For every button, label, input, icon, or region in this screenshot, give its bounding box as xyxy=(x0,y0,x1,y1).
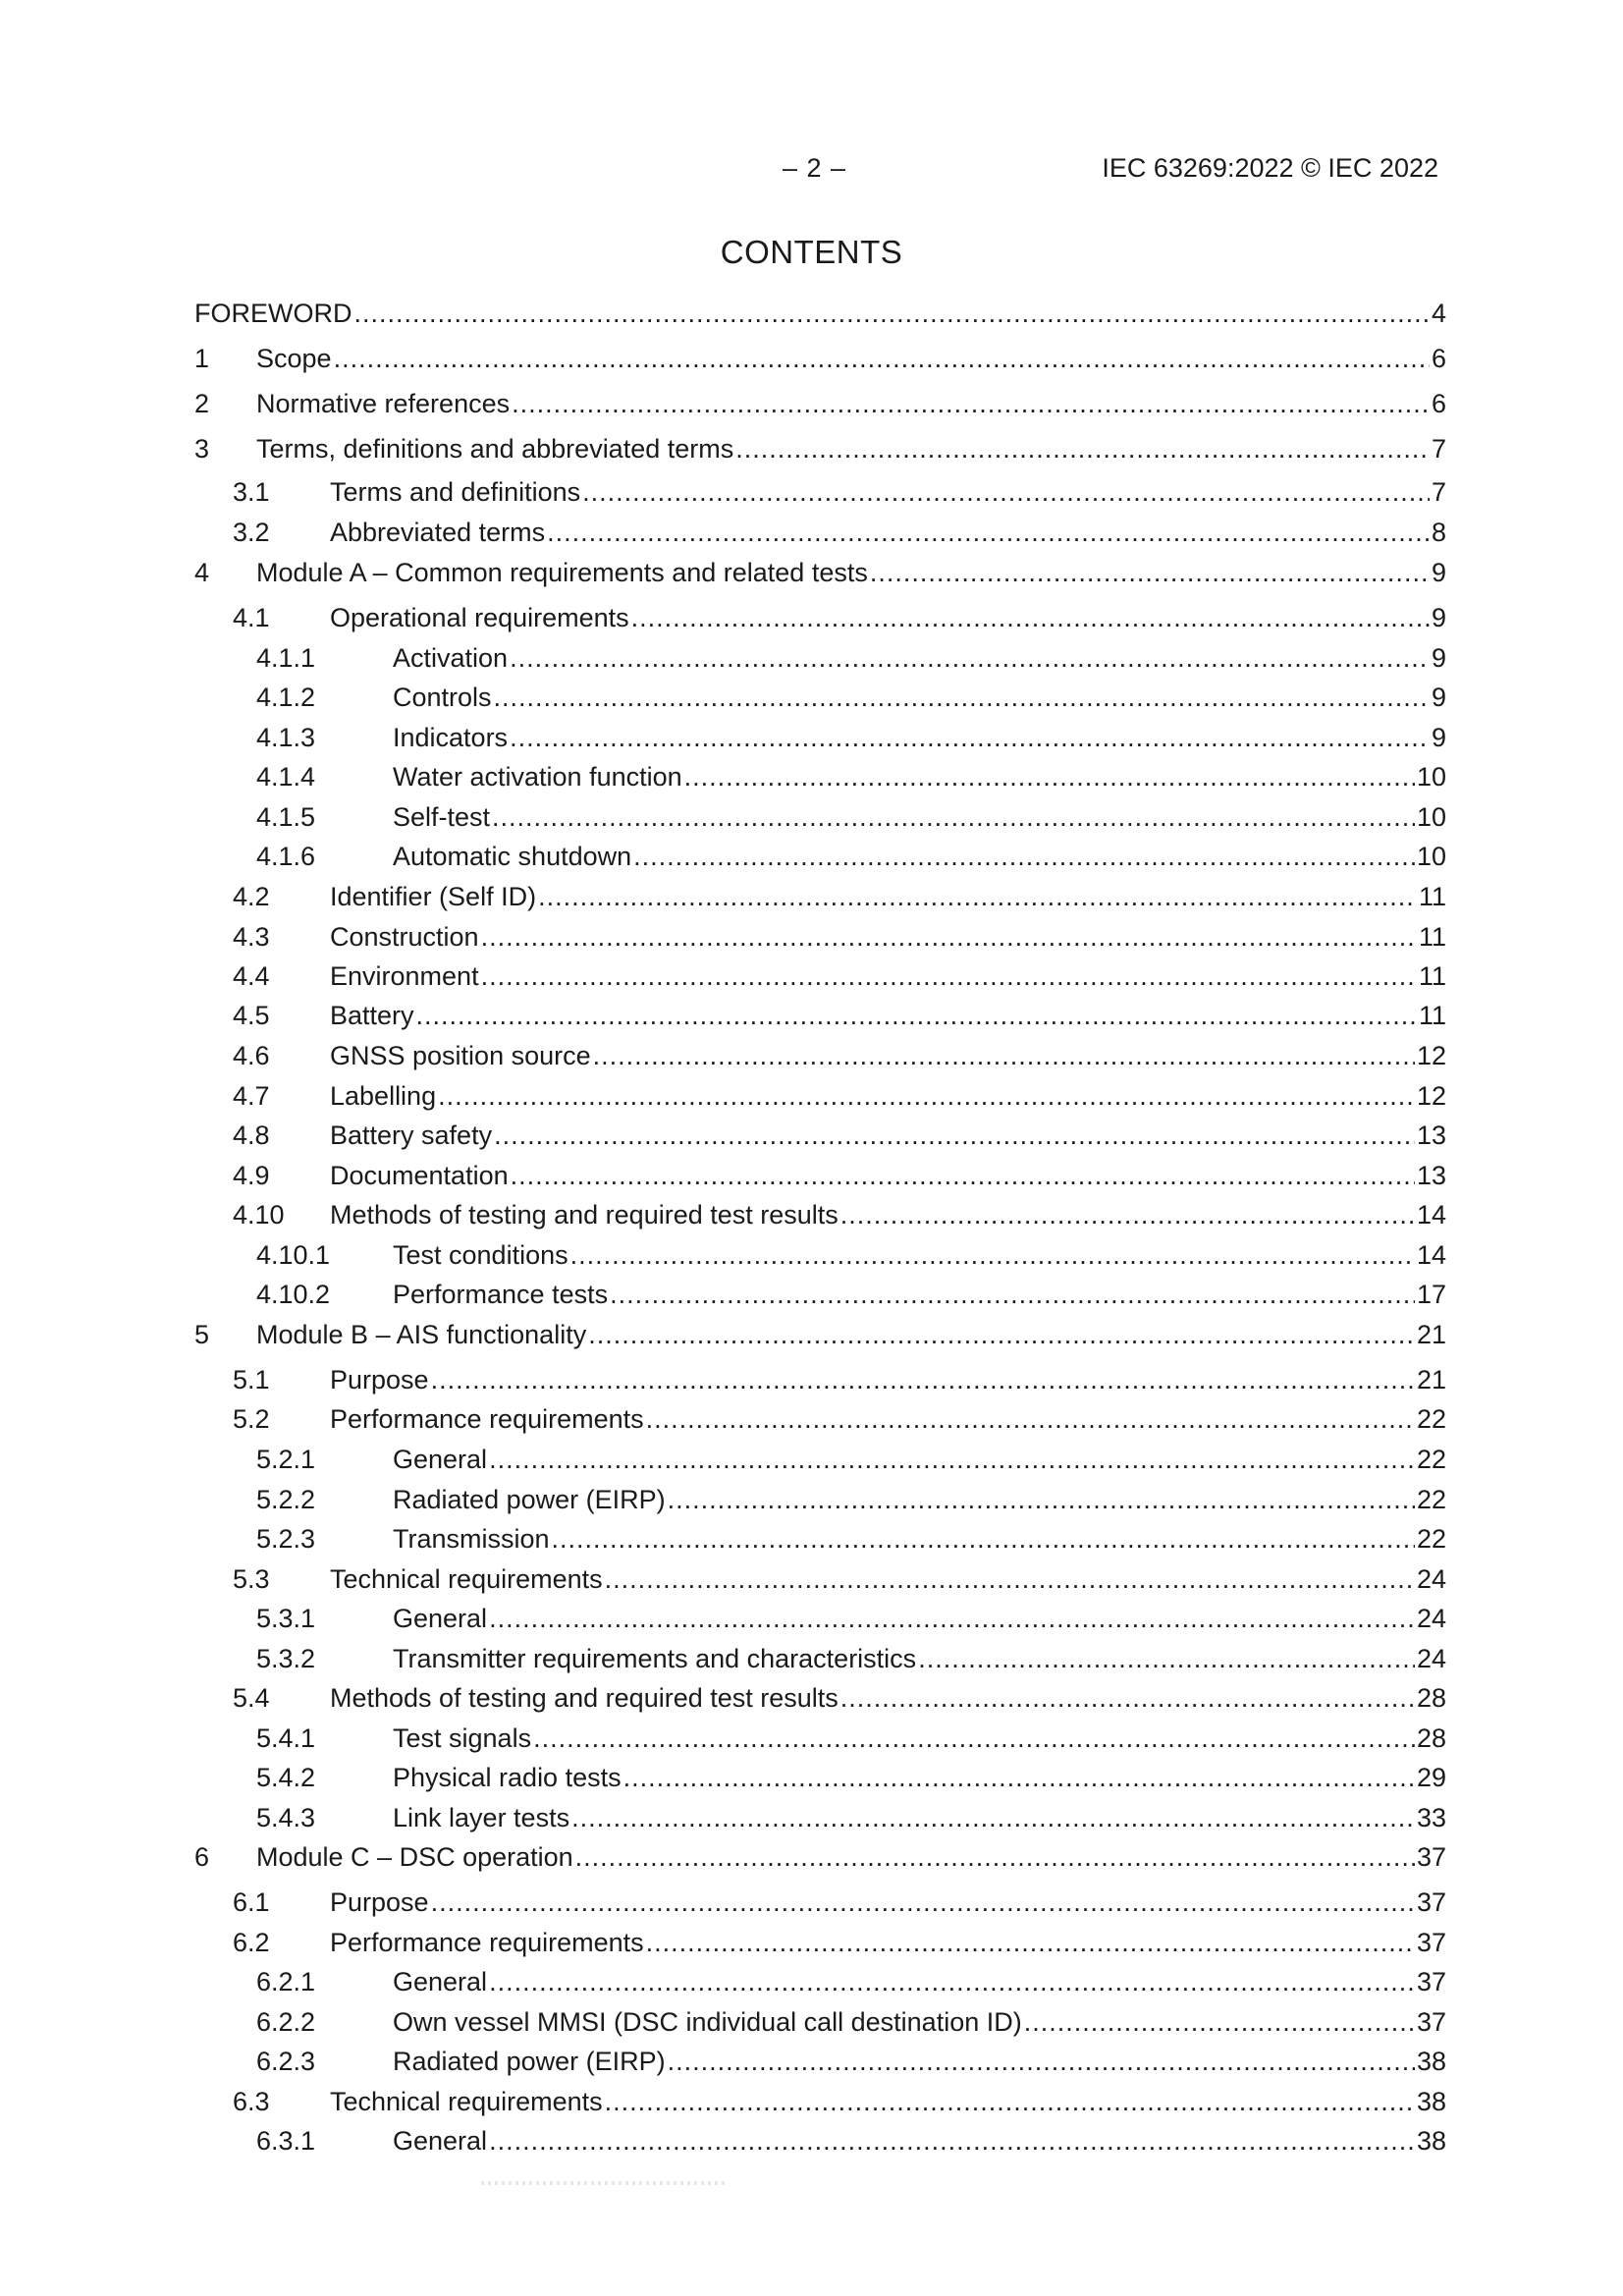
toc-line xyxy=(330,1116,1446,1155)
toc-line xyxy=(330,1923,1446,1962)
toc-section-title: Documentation xyxy=(330,1161,509,1190)
toc-section-title: Self-test xyxy=(393,802,491,832)
toc-entry[interactable] xyxy=(0,1559,1623,1599)
toc-section-number: 5.3.2 xyxy=(256,1644,316,1673)
toc-entry[interactable] xyxy=(0,678,1623,717)
toc-page-number: 29 xyxy=(1416,1763,1446,1792)
toc-page-number: 22 xyxy=(1416,1524,1446,1554)
toc-section-title: Terms and definitions xyxy=(330,477,581,507)
toc-section-number: 4.1.1 xyxy=(256,643,316,673)
toc-page-number: 14 xyxy=(1416,1240,1446,1270)
toc-page-number: 17 xyxy=(1416,1280,1446,1309)
toc-page-number: 37 xyxy=(1416,1928,1446,1957)
toc-section-number: 5.3 xyxy=(233,1564,270,1594)
toc-section-title: Construction xyxy=(330,922,479,952)
toc-section-number: 6.3 xyxy=(233,2087,270,2116)
toc-section-number: 6.2.3 xyxy=(256,2047,316,2076)
toc-line xyxy=(330,1036,1446,1075)
toc-line xyxy=(330,1360,1446,1399)
toc-entry[interactable] xyxy=(0,1480,1623,1519)
toc-page-number: 37 xyxy=(1416,1887,1446,1917)
toc-entry[interactable] xyxy=(0,472,1623,512)
toc-section-number: 5.4.2 xyxy=(256,1763,316,1792)
toc-page-number: 9 xyxy=(1431,603,1446,632)
toc-section-number: 4.1.4 xyxy=(256,762,316,792)
toc-page-number: 28 xyxy=(1416,1683,1446,1713)
toc-entry[interactable] xyxy=(0,757,1623,796)
toc-line xyxy=(330,1399,1446,1439)
toc-page-number: 13 xyxy=(1416,1121,1446,1150)
toc-line xyxy=(393,1440,1446,1479)
toc-page-number: 11 xyxy=(1418,961,1446,991)
toc-entry[interactable] xyxy=(0,797,1623,837)
toc-entry[interactable] xyxy=(0,1235,1623,1275)
toc-leader-dots xyxy=(510,638,1430,678)
toc-section-number: 6.1 xyxy=(233,1887,270,1917)
toc-entry[interactable] xyxy=(0,917,1623,957)
toc-line xyxy=(330,472,1446,512)
toc-leader-dots xyxy=(431,1360,1415,1399)
toc-leader-dots xyxy=(633,837,1415,876)
toc-line xyxy=(330,1559,1446,1599)
toc-leader-dots xyxy=(489,1440,1415,1479)
toc-entry[interactable] xyxy=(0,1116,1623,1155)
toc-section-number: 5.4.3 xyxy=(256,1803,316,1832)
toc-leader-dots xyxy=(571,1798,1415,1837)
toc-section-number: 4.5 xyxy=(233,1001,270,1030)
toc-entry[interactable] xyxy=(0,2121,1623,2160)
toc-entry[interactable] xyxy=(0,1195,1623,1234)
toc-line xyxy=(330,877,1446,916)
toc-section-title: Physical radio tests xyxy=(393,1763,622,1792)
toc-section-number: 5.2 xyxy=(233,1404,270,1434)
toc-entry[interactable] xyxy=(0,837,1623,876)
toc-section-title: Test conditions xyxy=(393,1240,568,1270)
toc-page-number: 11 xyxy=(1418,922,1446,952)
toc-section-title: Identifier (Self ID) xyxy=(330,882,537,911)
toc-page-number: 4 xyxy=(1431,299,1446,328)
toc-leader-dots xyxy=(492,797,1415,837)
toc-section-title: General xyxy=(393,2126,488,2156)
toc-page-number: 38 xyxy=(1416,2126,1446,2156)
toc-section-title: Transmitter requirements and characteristics xyxy=(393,1644,917,1673)
toc-line xyxy=(393,2002,1446,2042)
toc-section-title: Water activation function xyxy=(393,762,682,792)
page-header xyxy=(0,153,1623,192)
toc-leader-dots xyxy=(353,294,1429,333)
toc-entry[interactable] xyxy=(0,1923,1623,1962)
toc-leader-dots xyxy=(646,1399,1415,1439)
toc-page-number: 12 xyxy=(1416,1081,1446,1111)
toc-line xyxy=(393,837,1446,876)
toc-page-number: 14 xyxy=(1416,1200,1446,1230)
toc-section-number: 4.1.6 xyxy=(256,842,316,871)
toc-section-title: Indicators xyxy=(393,723,509,752)
toc-leader-dots xyxy=(538,877,1417,916)
toc-leader-dots xyxy=(668,2042,1415,2081)
toc-line xyxy=(330,1076,1446,1116)
toc-section-number: 3.2 xyxy=(233,518,270,547)
toc-section-number: 4 xyxy=(194,558,210,587)
toc-leader-dots xyxy=(610,1275,1415,1314)
toc-page-number: 33 xyxy=(1416,1803,1446,1832)
toc-entry[interactable] xyxy=(0,1599,1623,1638)
toc-section-number: 6.2 xyxy=(233,1928,270,1957)
toc-leader-dots xyxy=(494,1116,1415,1155)
toc-entry[interactable] xyxy=(0,1883,1623,1922)
toc-section-number: 4.1.2 xyxy=(256,683,316,712)
toc-leader-dots xyxy=(570,1235,1415,1275)
toc-section-number: 6 xyxy=(194,1842,210,1872)
toc-leader-dots xyxy=(684,757,1415,796)
toc-section-number: 5.2.2 xyxy=(256,1485,316,1514)
toc-leader-dots xyxy=(481,917,1417,957)
toc-entry[interactable] xyxy=(0,1076,1623,1116)
toc-section-title: Battery xyxy=(330,1001,414,1030)
toc-entry[interactable] xyxy=(0,1399,1623,1439)
toc-entry[interactable] xyxy=(0,1719,1623,1758)
toc-line xyxy=(330,957,1446,996)
toc-leader-dots xyxy=(870,553,1430,592)
toc-page-number: 7 xyxy=(1431,434,1446,464)
toc-section-title: Module B – AIS functionality xyxy=(256,1320,587,1349)
toc-page-number: 22 xyxy=(1416,1485,1446,1514)
toc-page-number: 37 xyxy=(1416,2007,1446,2037)
toc-line xyxy=(194,294,1446,333)
toc-leader-dots xyxy=(431,1883,1415,1922)
toc-section-title: Test signals xyxy=(393,1723,532,1753)
toc-section-number: 4.8 xyxy=(233,1121,270,1150)
toc-line xyxy=(393,1235,1446,1275)
toc-section-number: 5.2.1 xyxy=(256,1445,316,1474)
toc-leader-dots xyxy=(494,678,1430,717)
toc-leader-dots xyxy=(575,1837,1415,1877)
toc-section-number: 4.4 xyxy=(233,961,270,991)
toc-entry[interactable] xyxy=(0,339,1623,378)
toc-section-title: Purpose xyxy=(330,1365,429,1394)
toc-section-number: 2 xyxy=(194,389,210,418)
toc-section-number: 4.1.3 xyxy=(256,723,316,752)
toc-line xyxy=(393,1480,1446,1519)
toc-line xyxy=(330,1195,1446,1234)
toc-entry[interactable] xyxy=(0,294,1623,333)
toc-page-number: 9 xyxy=(1431,683,1446,712)
toc-section-number: 4.6 xyxy=(233,1041,270,1070)
toc-leader-dots xyxy=(646,1923,1415,1962)
toc-section-title: Performance tests xyxy=(393,1280,609,1309)
toc-page-number: 9 xyxy=(1431,723,1446,752)
toc-entry[interactable] xyxy=(0,1798,1623,1837)
toc-page-number: 11 xyxy=(1418,882,1446,911)
toc-line xyxy=(256,384,1446,423)
toc-section-title: Module A – Common requirements and related tests xyxy=(256,558,868,587)
toc-entry[interactable] xyxy=(0,513,1623,552)
toc-leader-dots xyxy=(1024,2002,1415,2042)
toc-section-title: Transmission xyxy=(393,1524,550,1554)
toc-entry[interactable] xyxy=(0,1758,1623,1797)
toc-section-title: Technical requirements xyxy=(330,1564,603,1594)
toc-leader-dots xyxy=(605,2082,1415,2121)
toc-section-number: 5.1 xyxy=(233,1365,270,1394)
toc-leader-dots xyxy=(438,1076,1415,1116)
toc-leader-dots xyxy=(918,1639,1415,1678)
page-number: – 2 – xyxy=(783,153,847,183)
toc-entry[interactable] xyxy=(0,384,1623,423)
document-reference: IEC 63269:2022 © IEC 2022 xyxy=(1102,153,1438,183)
toc-section-title: Battery safety xyxy=(330,1121,493,1150)
toc-section-title: Terms, definitions and abbreviated terms xyxy=(256,434,734,464)
toc-line xyxy=(330,917,1446,957)
toc-section-number: 6.2.2 xyxy=(256,2007,316,2037)
toc-line xyxy=(393,1798,1446,1837)
toc-entry[interactable] xyxy=(0,718,1623,757)
toc-section-title: Labelling xyxy=(330,1081,437,1111)
toc-section-title: Automatic shutdown xyxy=(393,842,632,871)
toc-line xyxy=(393,638,1446,678)
toc-section-number: 4.10 xyxy=(233,1200,285,1230)
toc-leader-dots xyxy=(840,1195,1415,1234)
toc-leader-dots xyxy=(623,1758,1415,1797)
toc-line xyxy=(256,339,1446,378)
toc-leader-dots xyxy=(547,513,1430,552)
toc-line xyxy=(393,797,1446,837)
toc-entry[interactable] xyxy=(0,1519,1623,1558)
toc-page-number: 9 xyxy=(1431,558,1446,587)
toc-section-title: Performance requirements xyxy=(330,1928,644,1957)
toc-section-title: Normative references xyxy=(256,389,511,418)
toc-leader-dots xyxy=(510,718,1430,757)
toc-section-number: 4.10.1 xyxy=(256,1240,331,1270)
toc-line xyxy=(330,2082,1446,2121)
toc-line xyxy=(330,1156,1446,1195)
toc-page-number: 38 xyxy=(1416,2047,1446,2076)
toc-page-number: 21 xyxy=(1416,1320,1446,1349)
toc-section-number: 4.7 xyxy=(233,1081,270,1111)
toc-page-number: 11 xyxy=(1418,1001,1446,1030)
toc-leader-dots xyxy=(489,1962,1415,2001)
toc-section-title: Purpose xyxy=(330,1887,429,1917)
toc-entry[interactable] xyxy=(0,1440,1623,1479)
toc-leader-dots xyxy=(511,1156,1415,1195)
toc-leader-dots xyxy=(489,1599,1415,1638)
toc-section-title: Radiated power (EIRP) xyxy=(393,1485,666,1514)
toc-section-number: 5.3.1 xyxy=(256,1604,316,1633)
contents-title: CONTENTS xyxy=(720,234,903,270)
toc-section-number: 4.1 xyxy=(233,603,270,632)
toc-leader-dots xyxy=(735,429,1430,468)
toc-entry[interactable] xyxy=(0,1962,1623,2001)
toc-page-number: 37 xyxy=(1416,1967,1446,1996)
toc-section-number: 4.1.5 xyxy=(256,802,316,832)
toc-page-number: 24 xyxy=(1416,1564,1446,1594)
toc-entry[interactable] xyxy=(0,2082,1623,2121)
toc-line xyxy=(256,553,1446,592)
toc-line xyxy=(330,513,1446,552)
toc-section-number: 3.1 xyxy=(233,477,270,507)
toc-line xyxy=(330,996,1446,1035)
toc-entry[interactable] xyxy=(0,2042,1623,2081)
toc-leader-dots xyxy=(416,996,1417,1035)
toc-page-number: 10 xyxy=(1416,762,1446,792)
toc-page-number: 6 xyxy=(1431,344,1446,373)
toc-leader-dots xyxy=(582,472,1430,512)
toc-line xyxy=(393,1639,1446,1678)
toc-section-number: 6.2.1 xyxy=(256,1967,316,1996)
toc-line xyxy=(393,1962,1446,2001)
toc-entry[interactable] xyxy=(0,1639,1623,1678)
toc-section-title: Module C – DSC operation xyxy=(256,1842,573,1872)
toc-leader-dots xyxy=(512,384,1430,423)
toc-line xyxy=(256,1315,1446,1354)
toc-leader-dots xyxy=(840,1678,1415,1718)
toc-section-number: 4.3 xyxy=(233,922,270,952)
toc-section-title: General xyxy=(393,1445,488,1474)
toc-section-title: Scope xyxy=(256,344,332,373)
toc-section-title: General xyxy=(393,1967,488,1996)
toc-section-title: Operational requirements xyxy=(330,603,629,632)
toc-section-title: Environment xyxy=(330,961,479,991)
toc-section-title: Controls xyxy=(393,683,492,712)
toc-page-number: 6 xyxy=(1431,389,1446,418)
toc-entry[interactable] xyxy=(0,1036,1623,1075)
toc-section-number: 5 xyxy=(194,1320,210,1349)
toc-section-number: 4.9 xyxy=(233,1161,270,1190)
toc-line xyxy=(256,1837,1446,1877)
toc-page-number: 24 xyxy=(1416,1604,1446,1633)
toc-entry[interactable] xyxy=(0,877,1623,916)
scan-artifact xyxy=(481,2181,727,2185)
toc-section-title: Methods of testing and required test results xyxy=(330,1683,839,1713)
toc-entry[interactable] xyxy=(0,1837,1623,1877)
toc-line xyxy=(330,1883,1446,1922)
toc-page-number: 21 xyxy=(1416,1365,1446,1394)
toc-leader-dots xyxy=(533,1719,1415,1758)
toc-section-title: Performance requirements xyxy=(330,1404,644,1434)
toc-entry[interactable] xyxy=(0,638,1623,678)
toc-leader-dots xyxy=(334,339,1430,378)
toc-page-number: 12 xyxy=(1416,1041,1446,1070)
toc-page-number: 22 xyxy=(1416,1445,1446,1474)
toc-entry[interactable] xyxy=(0,996,1623,1035)
toc-section-number: 4.2 xyxy=(233,882,270,911)
toc-section-title: Methods of testing and required test results xyxy=(330,1200,839,1230)
toc-section-number: 5.4 xyxy=(233,1683,270,1713)
toc-page-number: 8 xyxy=(1431,518,1446,547)
toc-leader-dots xyxy=(605,1559,1415,1599)
toc-entry[interactable] xyxy=(0,1156,1623,1195)
toc-leader-dots xyxy=(489,2121,1415,2160)
toc-line xyxy=(256,429,1446,468)
toc-line xyxy=(393,757,1446,796)
toc-section-number: 1 xyxy=(194,344,210,373)
toc-leader-dots xyxy=(593,1036,1415,1075)
toc-entry[interactable] xyxy=(0,429,1623,468)
toc-section-number: 6.3.1 xyxy=(256,2126,316,2156)
toc-leader-dots xyxy=(552,1519,1415,1558)
toc-section-title: Abbreviated terms xyxy=(330,518,546,547)
toc-section-title: General xyxy=(393,1604,488,1633)
toc-entry[interactable] xyxy=(0,553,1623,592)
toc-entry[interactable] xyxy=(0,598,1623,637)
toc-entry[interactable] xyxy=(0,1360,1623,1399)
toc-page-number: 24 xyxy=(1416,1644,1446,1673)
toc-line xyxy=(393,1519,1446,1558)
toc-leader-dots xyxy=(588,1315,1415,1354)
toc-section-title: Own vessel MMSI (DSC individual call destination ID) xyxy=(393,2007,1022,2037)
toc-section-title: GNSS position source xyxy=(330,1041,591,1070)
toc-section-title: FOREWORD xyxy=(194,299,352,328)
toc-line xyxy=(393,2121,1446,2160)
toc-section-title: Technical requirements xyxy=(330,2087,603,2116)
toc-section-title: Radiated power (EIRP) xyxy=(393,2047,666,2076)
toc-line xyxy=(393,1275,1446,1314)
toc-line xyxy=(393,678,1446,717)
toc-page-number: 38 xyxy=(1416,2087,1446,2116)
toc-section-number: 4.10.2 xyxy=(256,1280,331,1309)
toc-page-number: 10 xyxy=(1416,842,1446,871)
toc-leader-dots xyxy=(631,598,1430,637)
toc-line xyxy=(393,2042,1446,2081)
toc-section-title: Activation xyxy=(393,643,509,673)
toc-line xyxy=(393,718,1446,757)
toc-entry[interactable] xyxy=(0,1678,1623,1718)
toc-line xyxy=(393,1719,1446,1758)
toc-entry[interactable] xyxy=(0,1315,1623,1354)
toc-section-number: 5.4.1 xyxy=(256,1723,316,1753)
toc-page-number: 9 xyxy=(1431,643,1446,673)
toc-entry[interactable] xyxy=(0,1275,1623,1314)
toc-page-number: 10 xyxy=(1416,802,1446,832)
toc-line xyxy=(393,1599,1446,1638)
toc-section-title: Link layer tests xyxy=(393,1803,570,1832)
toc-line xyxy=(330,1678,1446,1718)
toc-section-number: 5.2.3 xyxy=(256,1524,316,1554)
toc-leader-dots xyxy=(668,1480,1415,1519)
toc-page-number: 13 xyxy=(1416,1161,1446,1190)
toc-entry[interactable] xyxy=(0,2002,1623,2042)
toc-line xyxy=(330,598,1446,637)
toc-page-number: 37 xyxy=(1416,1842,1446,1872)
toc-section-number: 3 xyxy=(194,434,210,464)
toc-line xyxy=(393,1758,1446,1797)
toc-page-number: 7 xyxy=(1431,477,1446,507)
toc-page-number: 28 xyxy=(1416,1723,1446,1753)
toc-leader-dots xyxy=(481,957,1417,996)
toc-page-number: 22 xyxy=(1416,1404,1446,1434)
toc-entry[interactable] xyxy=(0,957,1623,996)
